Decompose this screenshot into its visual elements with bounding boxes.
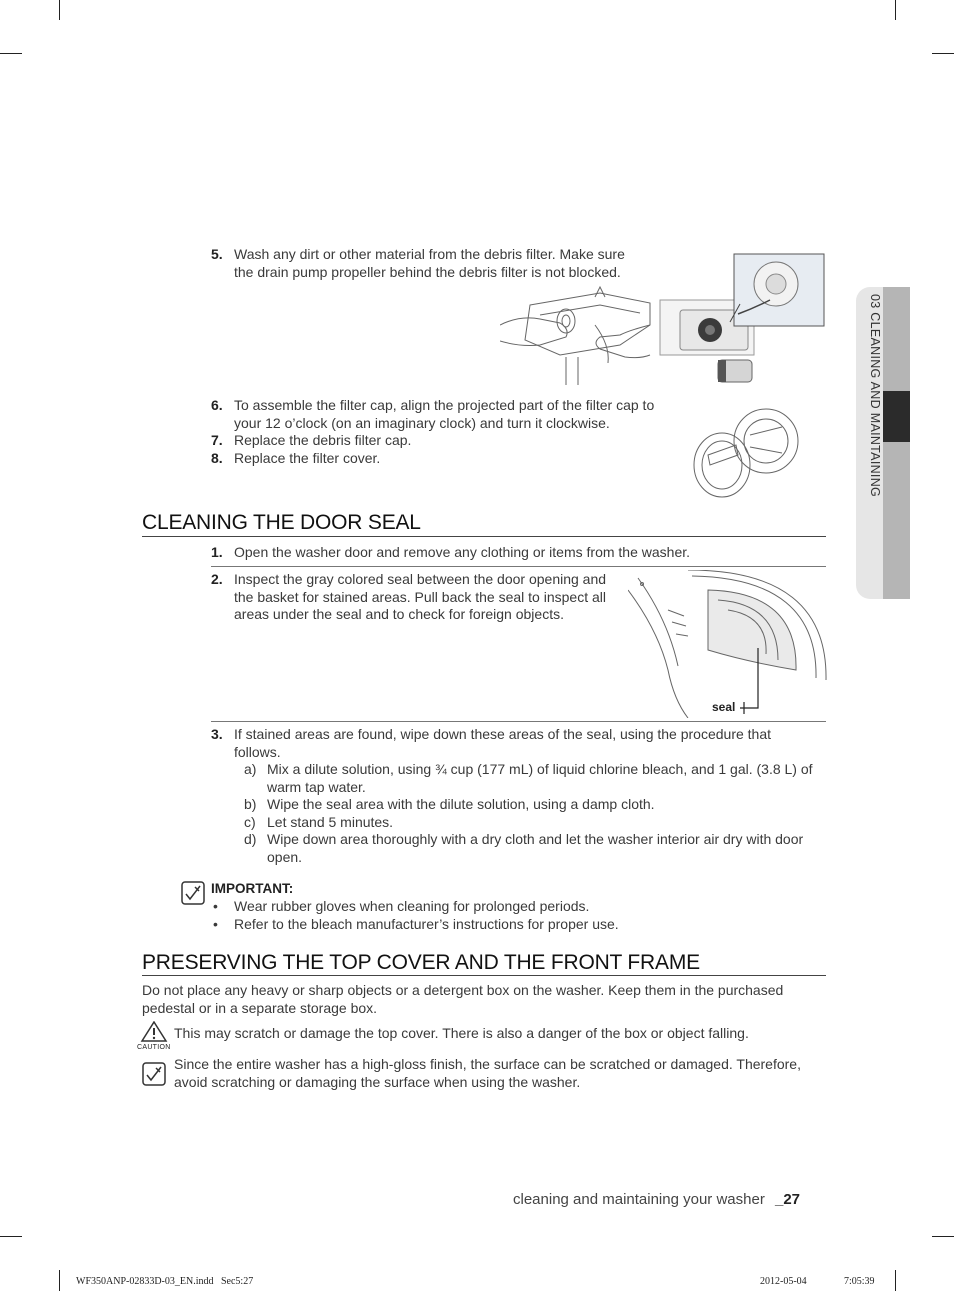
warning-triangle-icon [139,1021,169,1043]
pencil-note-icon [181,881,205,905]
filter-washing-illustration [500,285,652,387]
crop-mark [932,1236,954,1237]
crop-mark [932,53,954,54]
washer-filter-illustration [658,252,828,384]
substep-text: Mix a dilute solution, using ¾ cup (177 mL) of liquid chlorine bleach, and 1 gal. (3.8 L) of warm tap water. [267,761,813,795]
caution-label: CAUTION [137,1044,171,1051]
step-number: 7. [211,432,223,448]
section-title-preserving: PRESERVING THE TOP COVER AND THE FRONT FRAME [142,951,700,974]
footer-date: 2012-05-04 [760,1276,807,1287]
substep-label: d) [244,831,257,847]
section-rule [142,536,826,537]
step-text: Open the washer door and remove any clothing or items from the washer. [234,544,691,560]
chapter-side-tab-label: 03 CLEANING AND MAINTAINING [868,294,882,498]
bullet-text: Wear rubber gloves when cleaning for prolonged periods. [234,898,590,914]
section-title-door-seal: CLEANING THE DOOR SEAL [142,511,421,534]
substep-label: b) [244,796,257,812]
step-number: 2. [211,571,223,587]
crop-mark [59,0,60,20]
filter-cap-illustration [690,405,805,505]
preserving-intro: Do not place any heavy or sharp objects or a detergent box on the washer. Keep them in the purchased pedestal or in a separate storage box. [142,982,784,1016]
step-number: 5. [211,246,223,262]
footer-file-info: WF350ANP-02833D-03_EN.indd Sec5:27 [76,1276,254,1287]
substep-label: c) [244,814,256,830]
footer-time: 7:05:39 [844,1276,875,1287]
step-number: 6. [211,397,223,413]
chapter-side-tab-strip [883,287,910,599]
step-text: To assemble the filter cap, align the projected part of the filter cap to your 12 o’clock (on an imaginary clock) and turn it clockwise. [234,397,655,431]
step-text: Replace the debris filter cap. [234,432,412,448]
bullet-dot: • [213,898,218,914]
section-rule [142,975,826,976]
bullet-text: Refer to the bleach manufacturer’s instructions for proper use. [234,916,619,932]
step-number: 8. [211,450,223,466]
substep-label: a) [244,761,257,777]
crop-mark [895,0,896,20]
page-number: _27 [775,1191,801,1208]
substep-text: Wipe down area thoroughly with a dry cloth and let the washer interior air dry with door open. [267,831,804,865]
substep-text: Wipe the seal area with the dilute solution, using a damp cloth. [267,796,655,812]
caution-text: This may scratch or damage the top cover. There is also a danger of the box or object falling. [174,1025,749,1041]
substep-text: Let stand 5 minutes. [267,814,394,830]
step-divider [211,566,826,567]
pencil-note-icon [142,1062,166,1086]
step-text: Wash any dirt or other material from the debris filter. Make sure the drain pump propeller behind the debris filter is not blocked. [234,246,625,280]
step-text: Inspect the gray colored seal between the door opening and the basket for stained areas. Pull back the seal to inspect all areas under the seal and to check for foreign objects. [234,571,607,622]
seal-callout-label: seal [712,700,736,714]
note-text: Since the entire washer has a high-gloss finish, the surface can be scratched or damaged. Therefore, avoid scratching or damaging the surface when using the washer. [174,1056,801,1090]
step-number: 1. [211,544,223,560]
crop-mark [59,1270,60,1291]
bullet-dot: • [213,916,218,932]
step-text: Replace the filter cover. [234,450,381,466]
footer-section-name [513,1191,800,1208]
crop-mark [0,53,22,54]
crop-mark [895,1270,896,1291]
chapter-side-tab-marker [883,391,910,442]
crop-mark [0,1236,22,1237]
footer-section-text: cleaning and maintaining your washer [513,1191,765,1208]
step-number: 3. [211,726,223,742]
step-text: If stained areas are found, wipe down these areas of the seal, using the procedure that follows. [234,726,772,760]
door-seal-illustration [628,570,828,718]
step-divider [211,721,826,722]
important-label: IMPORTANT: [211,881,294,896]
